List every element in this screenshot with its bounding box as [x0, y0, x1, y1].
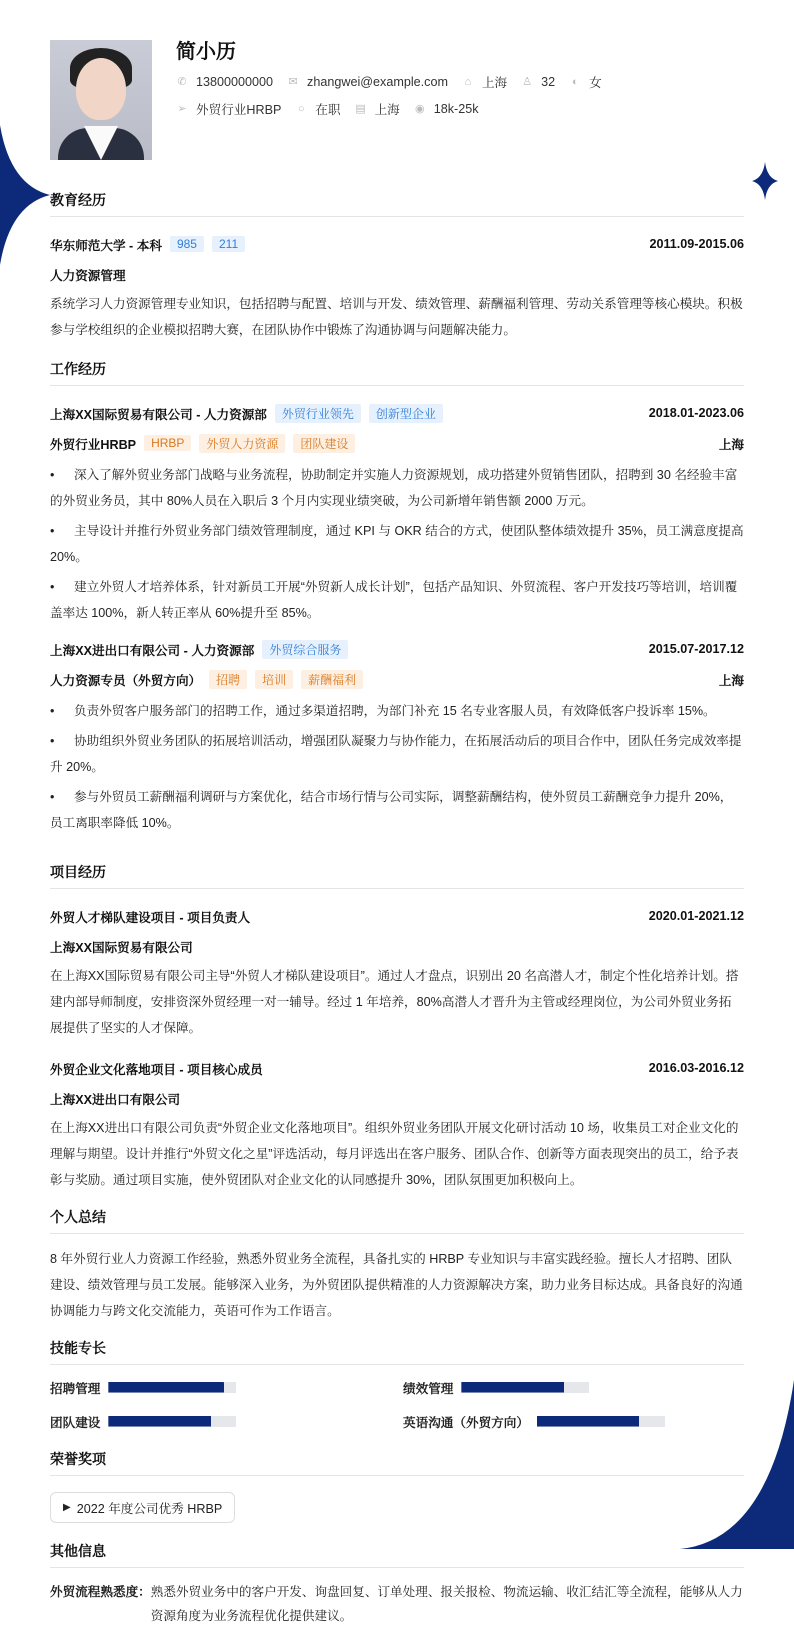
skill-bar-fill [537, 1416, 639, 1427]
avatar-photo [50, 40, 152, 160]
skill-bar-fill [108, 1382, 223, 1393]
project-item [50, 1053, 744, 1193]
other-text: 熟悉外贸业务中的客户开发、询盘回复、订单处理、报关报检、物流运输、收汇结汇等全流程，能够从人力资源角度为业务流程优化提供建议。 [150, 1585, 743, 1623]
project-name: 外贸人才梯队建设项目 - 项目负责人 [50, 910, 251, 925]
skill-bar [537, 1416, 665, 1427]
project-name: 外贸企业文化落地项目 - 项目核心成员 [50, 1062, 263, 1077]
work-section [50, 359, 744, 836]
project-desc: 在上海XX进出口有限公司负责“外贸企业文化落地项目”。组织外贸业务团队开展文化研讨活动 10 场，收集员工对企业文化的理解与期望。设计并推行“外贸文化之星”评选活动，每月评选出在客户服务、团队合作、创新等方面表现突出的员工，给予表彰与奖励。通过项目实施，使外贸团队对企业文化的认同感提升 30%，团队氛围更加积极向上。 [50, 1121, 739, 1187]
role: 人力资源专员（外贸方向） [50, 673, 202, 688]
sparkle-icon [752, 162, 778, 200]
skills-section [50, 1338, 744, 1431]
company: 上海XX国际贸易有限公司 [50, 940, 193, 955]
summary-section [50, 1207, 744, 1324]
education-section [50, 190, 744, 343]
company: 上海XX进出口有限公司 - 人力资源部 [50, 643, 255, 658]
skill-item: 团队建设 [50, 1411, 403, 1431]
skill-item: 英语沟通（外贸方向） [403, 1411, 744, 1431]
candidate-name: 简小历 [176, 41, 236, 63]
date: 2011.09-2015.06 [649, 237, 744, 251]
tag: 招聘 [209, 670, 247, 689]
project-desc: 在上海XX国际贸易有限公司主导“外贸人才梯队建设项目”。通过人才盘点，识别出 20 名高潜人才，制定个性化培养计划。搭建内部导师制度，安排资深外贸经理一对一辅导。经过 1 年培养，80%高潜人才晋升为主管或经理岗位，为公司外贸业务拓展提供了坚实的人才保障。 [50, 969, 739, 1035]
profile-header [50, 40, 744, 160]
age-icon: ♙ [522, 76, 533, 88]
education-desc: 系统学习人力资源管理专业知识，包括招聘与配置、培训与开发、绩效管理、薪酬福利管理、劳动关系管理等核心模块。积极参与学校组织的企业模拟招聘大赛，在团队协作中锻炼了沟通协调与问题解决能力。 [50, 297, 743, 337]
work-item [50, 398, 744, 626]
city: 上海 [481, 76, 508, 90]
date: 2020.01-2021.12 [648, 909, 744, 923]
awards-section [50, 1449, 744, 1523]
phone-icon: ✆ [177, 76, 187, 88]
section-title: 项目经历 [50, 862, 744, 889]
company: 上海XX国际贸易有限公司 - 人力资源部 [50, 407, 267, 422]
skill-bar-fill [461, 1382, 563, 1393]
project-item [50, 901, 744, 1041]
school: 华东师范大学 - 本科 [50, 238, 162, 253]
city: 上海 [718, 673, 744, 688]
date: 2016.03-2016.12 [648, 1061, 744, 1075]
tag: 创新型企业 [369, 404, 443, 423]
work-item [50, 634, 744, 836]
tag: 211 [212, 236, 245, 252]
email: zhangwei@example.com [307, 74, 448, 89]
major: 人力资源管理 [50, 268, 126, 283]
tag: 薪酬福利 [301, 670, 363, 689]
bullet: • 协助组织外贸业务团队的拓展培训活动，增强团队凝聚力与协作能力，在拓展活动后的项目合作中，团队任务完成效率提升 20%。 [50, 734, 742, 774]
other-section [50, 1541, 744, 1628]
other-label: 外贸流程熟悉度： [50, 1585, 151, 1599]
phone: 13800000000 [196, 74, 274, 89]
date: 2018.01-2023.06 [648, 406, 744, 420]
bullet: • 建立外贸人才培养体系，针对新员工开展“外贸新人成长计划”，包括产品知识、外贸流程、客户开发技巧等培训，培训覆盖率达 100%，新人转正率从 60%提升至 85%。 [50, 580, 738, 620]
skill-bar-fill [108, 1416, 210, 1427]
summary-text: 8 年外贸行业人力资源工作经验，熟悉外贸业务全流程，具备扎实的 HRBP 专业知识与丰富实践经验。擅长人才招聘、团队建设、绩效管理与员工发展。能够深入业务，为外贸团队提供精准的人力资源解决方案，助力业务目标达成。具备良好的沟通协调能力与跨文化交流能力，英语可作为工作语言。 [50, 1252, 743, 1318]
section-title: 技能专长 [50, 1338, 744, 1365]
caret-right-icon: ▶ [63, 1502, 71, 1513]
position: 外贸行业HRBP [196, 103, 282, 117]
city: 上海 [718, 437, 744, 452]
section-title: 荣誉奖项 [50, 1449, 744, 1476]
bullet: • 主导设计并推行外贸业务部门绩效管理制度，通过 KPI 与 OKR 结合的方式，使团队整体绩效提升 35%，员工满意度提高 20%。 [50, 524, 744, 564]
company: 上海XX进出口有限公司 [50, 1092, 181, 1107]
role: 外贸行业HRBP [50, 437, 137, 452]
home-icon: ⌂ [464, 75, 472, 88]
tag: 外贸综合服务 [262, 640, 348, 659]
salary: 18k-25k [433, 101, 479, 116]
tag: HRBP [144, 435, 191, 451]
bullet: • 负责外贸客户服务部门的招聘工作，通过多渠道招聘，为部门补充 15 名专业客服人员，有效降低客户投诉率 15%。 [50, 704, 716, 718]
section-title: 个人总结 [50, 1207, 744, 1234]
projects-section [50, 862, 744, 1193]
skill-item: 招聘管理 [50, 1377, 403, 1397]
gender-icon: ◐ [571, 75, 579, 88]
section-title: 工作经历 [50, 359, 744, 386]
building-icon: ▤ [355, 103, 366, 115]
status: 在职 [315, 103, 341, 117]
tag: 985 [170, 236, 204, 252]
tag: 外贸人力资源 [199, 434, 285, 453]
tag: 培训 [255, 670, 293, 689]
date: 2015.07-2017.12 [648, 642, 744, 656]
skill-item: 绩效管理 [403, 1377, 744, 1397]
send-icon: ➢ [177, 103, 187, 115]
status-icon: ○ [298, 102, 305, 115]
expected-city: 上海 [374, 103, 400, 117]
email-icon: ✉ [288, 76, 298, 88]
salary-icon: ◉ [414, 103, 425, 115]
skill-bar [108, 1382, 236, 1393]
gender: 女 [589, 76, 602, 90]
age: 32 [541, 74, 556, 89]
skill-bar [461, 1382, 589, 1393]
bullet: • 参与外贸员工薪酬福利调研与方案优化，结合市场行情与公司实际，调整薪酬结构，使外贸员工薪酬竞争力提升 20%，员工离职率降低 10%。 [50, 790, 733, 830]
section-title: 教育经历 [50, 190, 744, 217]
bullet: • 深入了解外贸业务部门战略与业务流程，协助制定并实施人力资源规划，成功搭建外贸销售团队，招聘到 30 名经验丰富的外贸业务员，其中 80%人员在入职后 3 个月内实现业绩突破，为公司新增年销售额 2000 万元。 [50, 468, 738, 508]
section-title: 其他信息 [50, 1541, 744, 1568]
award-item[interactable]: ▶ 2022 年度公司优秀 HRBP [50, 1492, 235, 1523]
tag: 外贸行业领先 [275, 404, 361, 423]
tag: 团队建设 [293, 434, 355, 453]
skill-bar [108, 1416, 236, 1427]
